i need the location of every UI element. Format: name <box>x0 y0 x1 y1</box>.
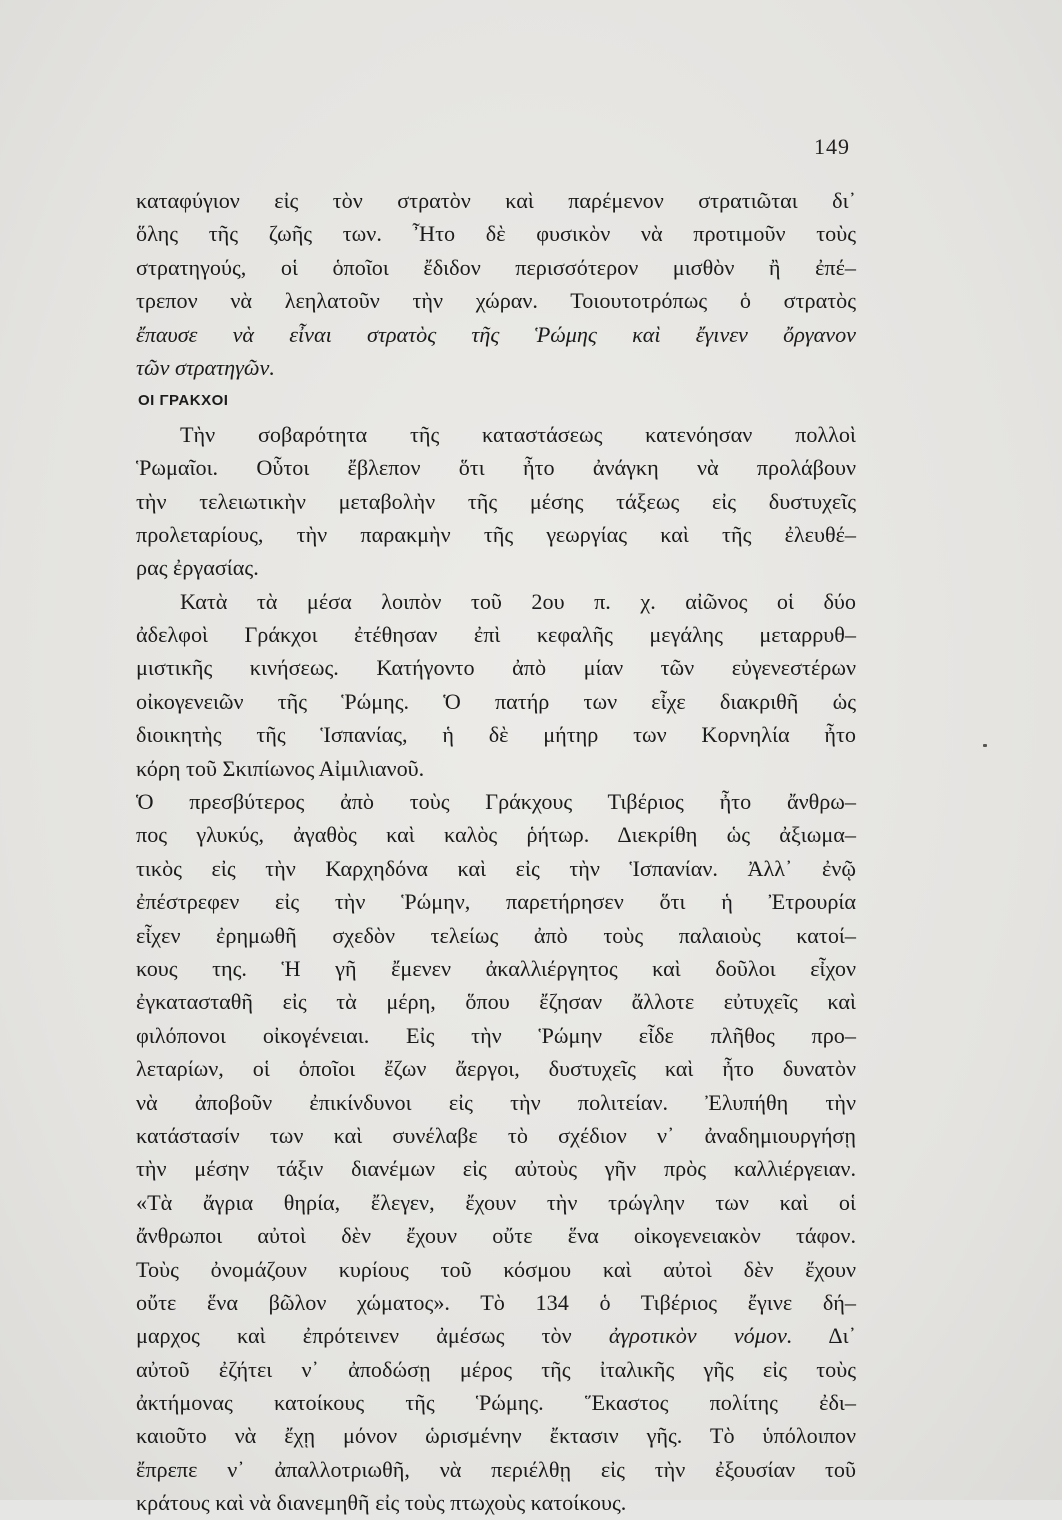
text-line: εἶχεν ἐρημωθῆ σχεδὸν τελείως ἀπὸ τοὺς παλαιοὺς κατοί– <box>136 922 856 948</box>
text-line: καταφύγιον εἰς τὸν στρατὸν καὶ παρέμενον στρατιῶται δι᾽ <box>136 188 856 213</box>
italic-text: ἔπαυσε νὰ εἶναι στρατὸς τῆς <box>136 321 500 347</box>
text-line: καιοῦτο νὰ ἔχῃ μόνον ὡρισμένην ἔκτασιν γῆς. Τὸ ὑπόλοιπον <box>136 1423 856 1449</box>
text-segment: Δι᾽ <box>828 1323 856 1349</box>
paper-speck <box>983 744 987 747</box>
text-line: κόρη τοῦ Σκιπίωνος Αἰμιλιανοῦ. <box>136 755 425 781</box>
text-line: ἀκτήμονας κατοίκους τῆς Ῥώμης. Ἕκαστος πολίτης ἐδι– <box>136 1390 856 1416</box>
text-line: τικὸς εἰς τὴν Καρχηδόνα καὶ εἰς τὴν Ἱσπανίαν. Ἀλλ᾽ ἐνῷ <box>136 855 856 881</box>
text-line: Κατὰ τὰ μέσα λοιπὸν τοῦ 2ου π. χ. αἰῶνος οἱ δύο <box>180 588 856 614</box>
text-line: μιστικῆς κινήσεως. Κατήγοντο ἀπὸ μίαν τῶν εὐγενεστέρων <box>136 655 856 681</box>
text-line: Τοὺς ὀνομάζουν κυρίους τοῦ κόσμου καὶ αὐτοὶ δὲν ἔχουν <box>136 1256 856 1282</box>
text-line: διοικητὴς τῆς Ἱσπανίας, ἡ δὲ μήτηρ των Κορνηλία ἦτο <box>136 722 856 748</box>
text-line: κράτους καὶ νὰ διανεμηθῆ εἰς τοὺς πτωχοὺς κατοίκους. <box>136 1490 627 1516</box>
text-line: οὔτε ἕνα βῶλον χώματος». Τὸ 134 ὁ Τιβέριος ἔγινε δή– <box>136 1289 856 1315</box>
text-line: νὰ ἀποβοῦν ἐπικίνδυνοι εἰς τὴν πολιτείαν. Ἐλυπήθη τὴν <box>136 1089 856 1115</box>
text-line: Τὴν σοβαρότητα τῆς καταστάσεως κατενόησαν πολλοὶ <box>180 421 856 447</box>
text-line-mixed <box>136 1319 856 1352</box>
italic-text: καὶ ἔγινεν <box>632 321 748 347</box>
section-heading: ΟΙ ΓΡΑΚΧΟΙ <box>138 392 229 410</box>
text-line: προλεταρίους, τὴν παρακμὴν τῆς γεωργίας καὶ τῆς ἐλευθέ– <box>136 521 856 547</box>
text-segment: μαρχος καὶ ἐπρότεινεν ἀμέσως τὸν <box>136 1323 572 1349</box>
text-line: κους της. Ἡ γῆ ἔμενεν ἀκαλλιέργητος καὶ δοῦλοι εἶχον <box>136 955 856 981</box>
text-line: ἄνθρωποι αὐτοὶ δὲν ἔχουν οὔτε ἕνα οἰκογενειακὸν τάφον. <box>136 1223 856 1249</box>
text-line: ἔπρεπε ν᾽ ἀπαλλοτριωθῆ, νὰ περιέλθῃ εἰς τὴν ἐξουσίαν τοῦ <box>136 1456 856 1482</box>
text-line-italic <box>136 318 856 351</box>
text-line: τὴν μέσην τάξιν διανέμων εἰς αὐτοὺς γῆν πρὸς καλλιέργειαν. <box>136 1156 856 1182</box>
text-line: ὅλης τῆς ζωῆς των. Ἦτο δὲ φυσικὸν νὰ προτιμοῦν τοὺς <box>136 221 856 247</box>
text-line-italic <box>136 351 856 384</box>
text-line: Ὁ πρεσβύτερος ἀπὸ τοὺς Γράκχους Τιβέριος ἦτο ἄνθρω– <box>136 789 856 815</box>
text-line: ἐγκατασταθῆ εἰς τὰ μέρη, ὅπου ἔζησαν ἄλλοτε εὐτυχεῖς καὶ <box>136 989 856 1015</box>
text-line: κατάστασίν των καὶ συνέλαβε τὸ σχέδιον ν᾽ ἀναδημιουργήσῃ <box>136 1122 856 1148</box>
italic-text: ἀγροτικὸν νόμον. <box>608 1323 793 1349</box>
text-line: τρεπον νὰ λεηλατοῦν τὴν χώραν. Τοιουτοτρόπως ὁ στρατὸς <box>136 288 856 314</box>
text-line: πος γλυκύς, ἀγαθὸς καὶ καλὸς ῥήτωρ. Διεκρίθη ὡς ἀξιωμα– <box>136 822 856 848</box>
text-line: Ῥωμαῖοι. Οὗτοι ἔβλεπον ὅτι ἦτο ἀνάγκη νὰ προλάβουν <box>136 455 856 481</box>
text-line: ρας ἐργασίας. <box>136 555 259 581</box>
text-line: λεταρίων, οἱ ὁποῖοι ἔζων ἄεργοι, δυστυχεῖς καὶ ἦτο δυνατὸν <box>136 1056 856 1082</box>
italic-text: Ῥώμης <box>534 321 597 347</box>
text-line: στρατηγούς, οἱ ὁποῖοι ἔδιδον περισσότερον μισθὸν ἢ ἐπέ– <box>136 254 856 280</box>
text-line: «Τὰ ἄγρια θηρία, ἔλεγεν, ἔχουν τὴν τρώγλην των καὶ οἱ <box>136 1189 856 1215</box>
italic-text: ὄργανον <box>783 321 857 347</box>
text-line: οἰκογενειῶν τῆς Ῥώμης. Ὁ πατήρ των εἶχε διακριθῆ ὡς <box>136 688 856 714</box>
text-line: τὴν τελειωτικὴν μεταβολὴν τῆς μέσης τάξεως εἰς δυστυχεῖς <box>136 488 856 514</box>
italic-text: τῶν στρατηγῶν. <box>136 354 275 380</box>
page-number: 149 <box>814 134 850 159</box>
text-line: ἀδελφοὶ Γράκχοι ἐτέθησαν ἐπὶ κεφαλῆς μεγάλης μεταρρυθ– <box>136 622 856 648</box>
text-line: αὐτοῦ ἐζήτει ν᾽ ἀποδώσῃ μέρος τῆς ἰταλικῆς γῆς εἰς τοὺς <box>136 1356 856 1382</box>
text-line: φιλόπονοι οἰκογένειαι. Εἰς τὴν Ῥώμην εἶδε πλῆθος προ– <box>136 1022 856 1048</box>
body-text <box>136 184 856 1520</box>
text-line: ἐπέστρεφεν εἰς τὴν Ῥώμην, παρετήρησεν ὅτι ἡ Ἐτρουρία <box>136 889 856 915</box>
